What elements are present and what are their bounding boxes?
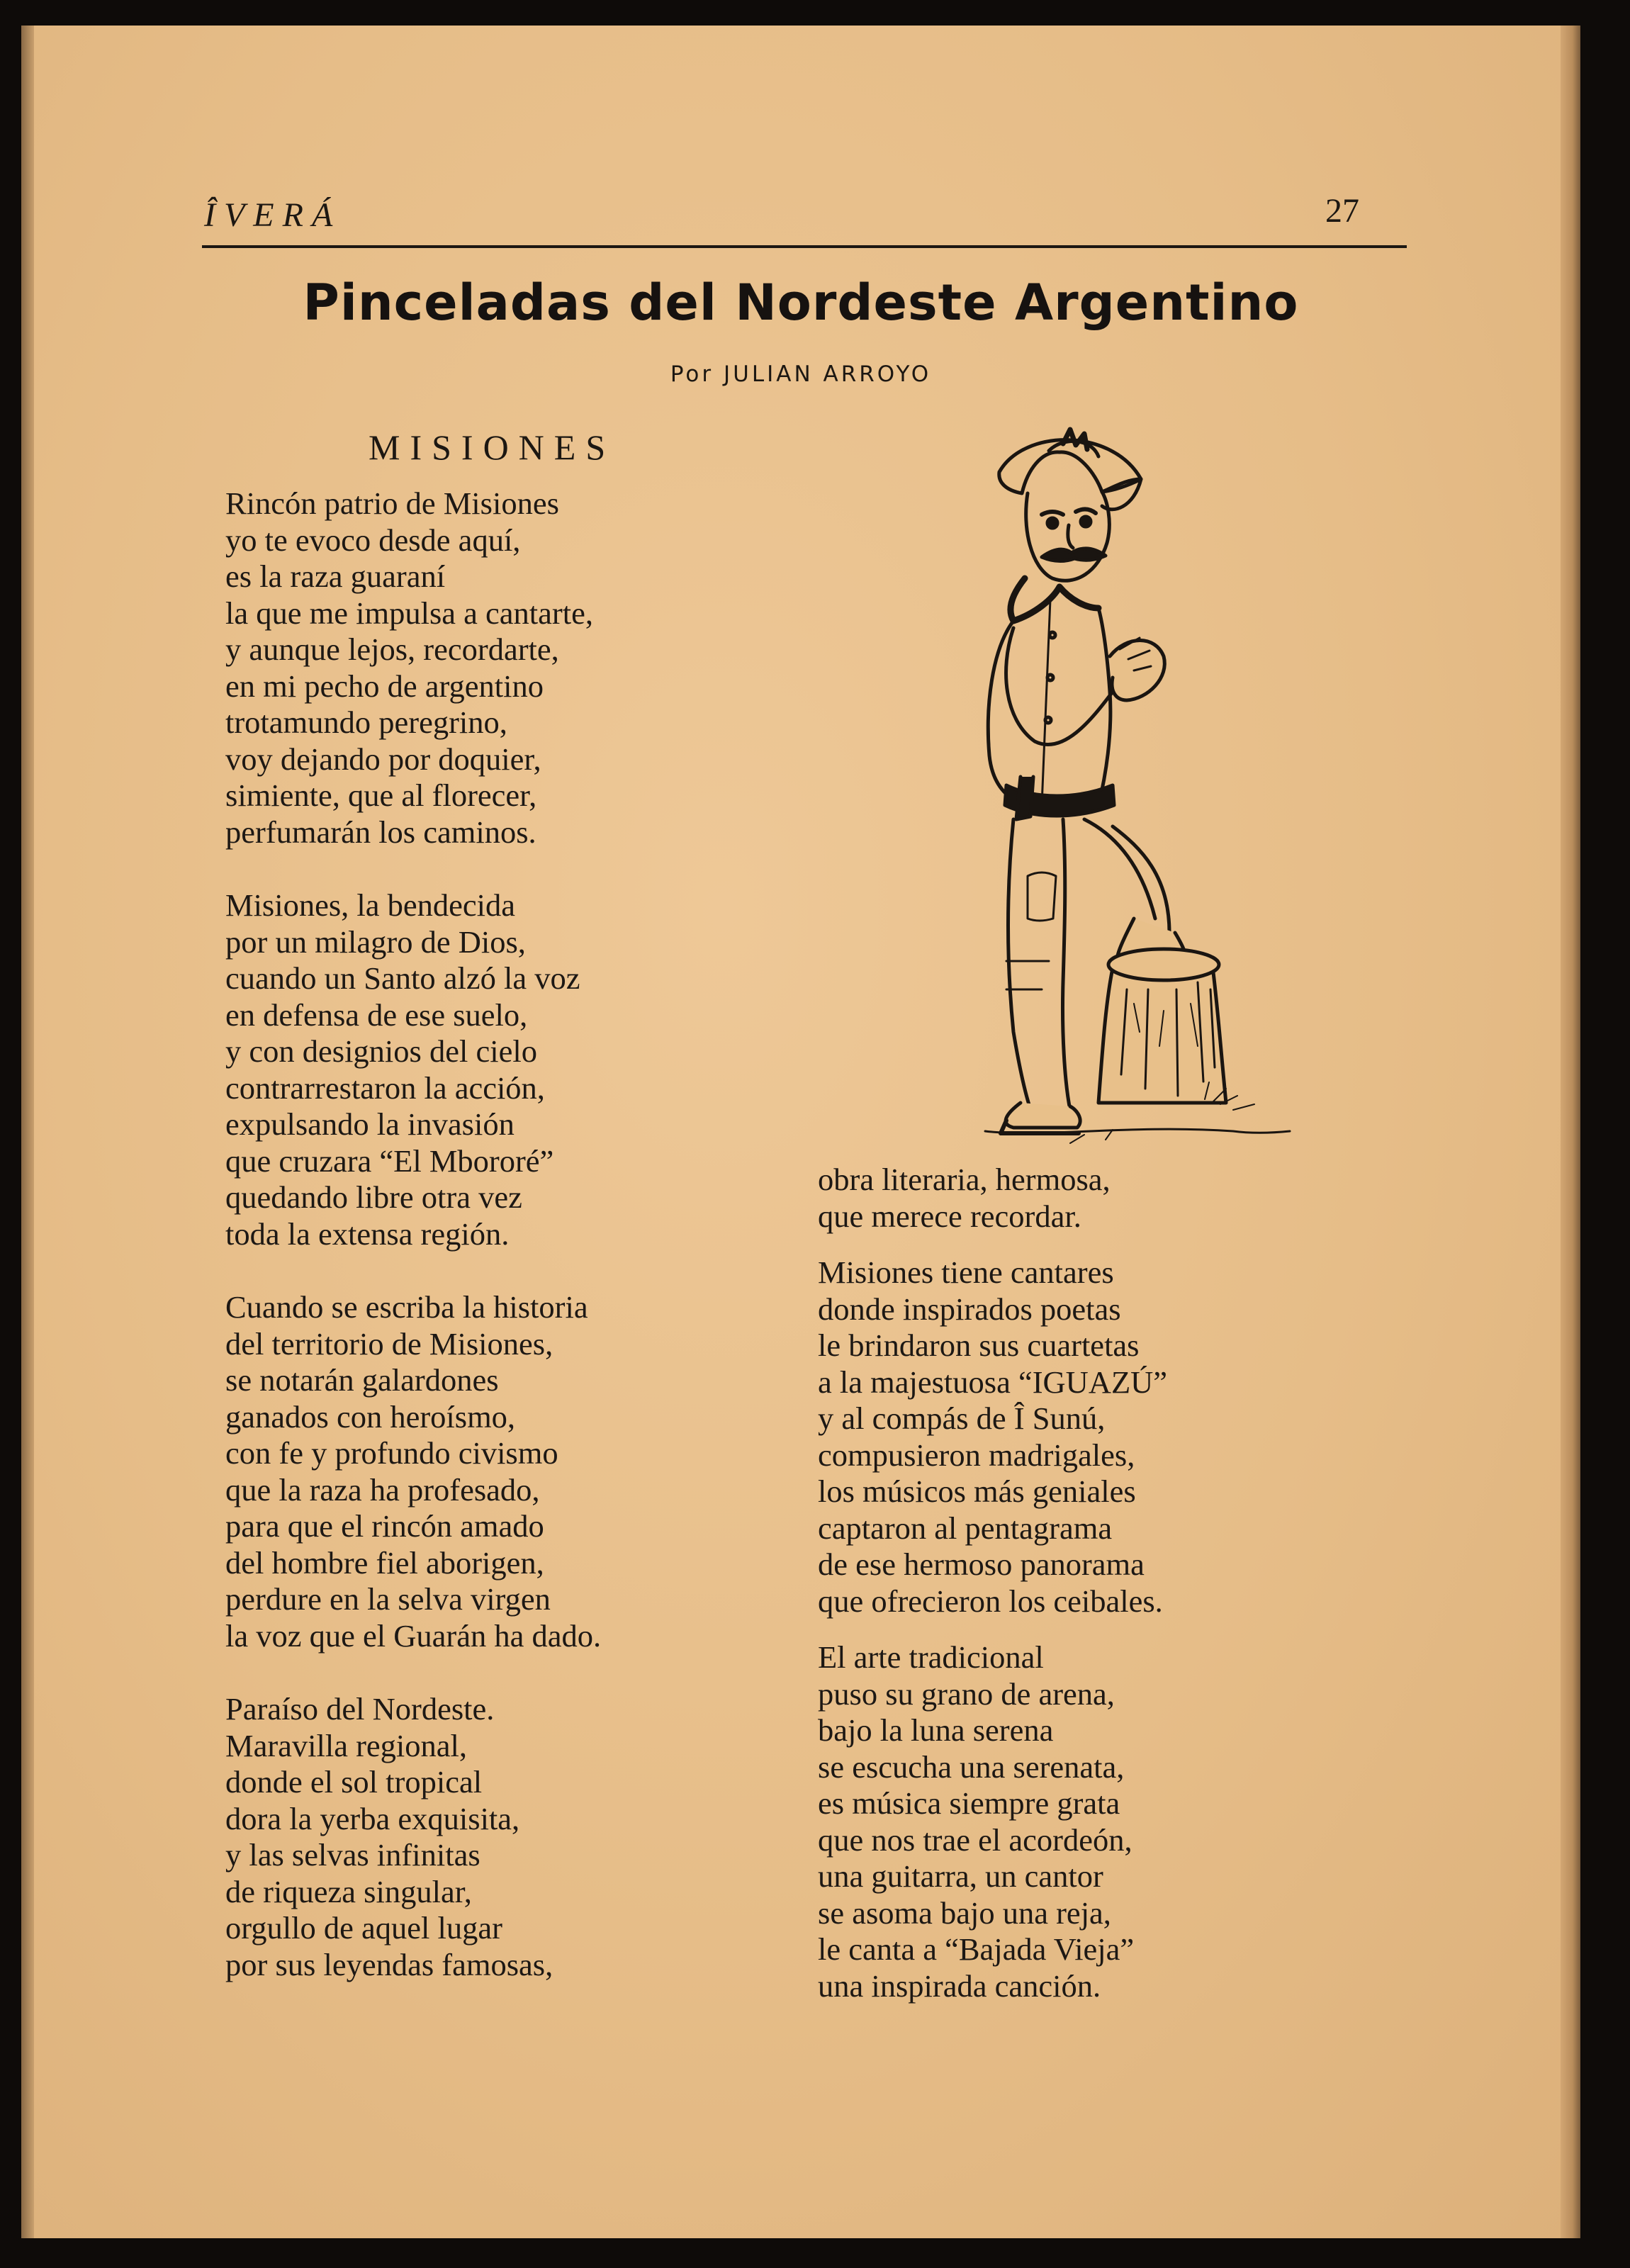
verse-line: que ofrecieron los ceibales. [818, 1583, 1163, 1619]
verse-line: perdure en la selva virgen [225, 1581, 551, 1617]
stanza [225, 485, 601, 850]
verse-line: para que el rincón amado [225, 1508, 544, 1544]
verse-line: Cuando se escriba la historia [225, 1289, 588, 1325]
verse-line: los músicos más geniales [818, 1473, 1136, 1509]
verse-line: es la raza guaraní [225, 558, 446, 594]
verse-line: una guitarra, un cantor [818, 1858, 1103, 1894]
verse-line: por un milagro de Dios, [225, 924, 526, 960]
stanza [225, 1289, 601, 1654]
verse-line: perfumarán los caminos. [225, 814, 536, 850]
verse-line: dora la yerba exquisita, [225, 1800, 520, 1836]
stanza [225, 1691, 601, 1983]
verse-line: Misiones tiene cantares [818, 1254, 1114, 1290]
journal-name: ÎVERÁ [204, 196, 342, 234]
verse-line: del territorio de Misiones, [225, 1325, 553, 1362]
verse-line: donde inspirados poetas [818, 1291, 1121, 1327]
verse-line: Misiones, la bendecida [225, 887, 516, 923]
verse-line: y las selvas infinitas [225, 1837, 480, 1873]
header-rule [202, 245, 1407, 248]
verse-line: a la majestuosa “IGUAZÚ” [818, 1364, 1168, 1400]
verse-line: obra literaria, hermosa, [818, 1162, 1111, 1197]
verse-line: se asoma bajo una reja, [818, 1894, 1111, 1931]
verse-line: se notarán galardones [225, 1362, 499, 1398]
verse-line: de riqueza singular, [225, 1873, 472, 1909]
verse-line: una inspirada canción. [818, 1967, 1101, 2004]
verse-line: y con designios del cielo [225, 1033, 537, 1069]
verse-line: compusieron madrigales, [818, 1437, 1135, 1473]
verse-line: contrarrestaron la acción, [225, 1070, 545, 1106]
verse-line: que merece recordar. [818, 1198, 1081, 1234]
verse-line: la que me impulsa a cantarte, [225, 595, 593, 631]
verse-line: captaron al pentagrama [818, 1510, 1113, 1546]
verse-line: con fe y profundo civismo [225, 1435, 558, 1471]
verse-line: se escucha una serenata, [818, 1748, 1125, 1785]
verse-line: toda la extensa región. [225, 1216, 510, 1252]
verse-line: donde el sol tropical [225, 1764, 483, 1800]
verse-line: de ese hermoso panorama [818, 1546, 1145, 1582]
verse-line: Paraíso del Nordeste. [225, 1691, 495, 1727]
stanza [818, 1162, 1167, 1235]
verse-line: bajo la luna serena [818, 1712, 1054, 1748]
verse-line: en mi pecho de argentino [225, 668, 544, 704]
verse-line: cuando un Santo alzó la voz [225, 960, 580, 996]
verse-line: Rincón patrio de Misiones [225, 485, 559, 521]
verse-line: que la raza ha profesado, [225, 1471, 540, 1508]
gaucho-illustration [900, 422, 1297, 1160]
verse-line: Maravilla regional, [225, 1727, 468, 1763]
verse-line: voy dejando por doquier, [225, 741, 541, 777]
page-number: 27 [1325, 192, 1359, 230]
verse-line: la voz que el Guarán ha dado. [225, 1617, 602, 1654]
verse-line: ganados con heroísmo, [225, 1398, 516, 1435]
verse-line: yo te evoco desde aquí, [225, 522, 521, 558]
verse-line: El arte tradicional [818, 1639, 1044, 1675]
verse-line: le brindaron sus cuartetas [818, 1327, 1140, 1363]
poem-left-column [225, 485, 601, 2020]
verse-line: y aunque lejos, recordarte, [225, 631, 559, 667]
article-byline: Por JULIAN ARROYO [670, 361, 932, 387]
poem-right-column [818, 1162, 1167, 2024]
verse-line: que cruzara “El Mbororé” [225, 1143, 554, 1179]
page-edge [1561, 26, 1580, 2238]
verse-line: trotamundo peregrino, [225, 704, 507, 740]
section-title: MISIONES [369, 427, 616, 467]
stanza [225, 887, 601, 1252]
article-title: Pinceladas del Nordeste Argentino [303, 274, 1299, 332]
verse-line: en defensa de ese suelo, [225, 997, 528, 1033]
binding-gutter [21, 26, 34, 2238]
verse-line: le canta a “Bajada Vieja” [818, 1931, 1135, 1967]
stanza [818, 1639, 1167, 2004]
verse-line: orgullo de aquel lugar [225, 1910, 502, 1946]
stanza [818, 1254, 1167, 1619]
verse-line: que nos trae el acordeón, [818, 1821, 1132, 1858]
verse-line: del hombre fiel aborigen, [225, 1544, 544, 1581]
verse-line: quedando libre otra vez [225, 1179, 522, 1215]
verse-line: simiente, que al florecer, [225, 777, 537, 813]
verse-line: y al compás de Î Sunú, [818, 1400, 1106, 1436]
verse-line: puso su grano de arena, [818, 1675, 1115, 1712]
verse-line: es música siempre grata [818, 1785, 1120, 1821]
magazine-page [21, 26, 1580, 2238]
verse-line: expulsando la invasión [225, 1106, 515, 1142]
verse-line: por sus leyendas famosas, [225, 1946, 553, 1982]
